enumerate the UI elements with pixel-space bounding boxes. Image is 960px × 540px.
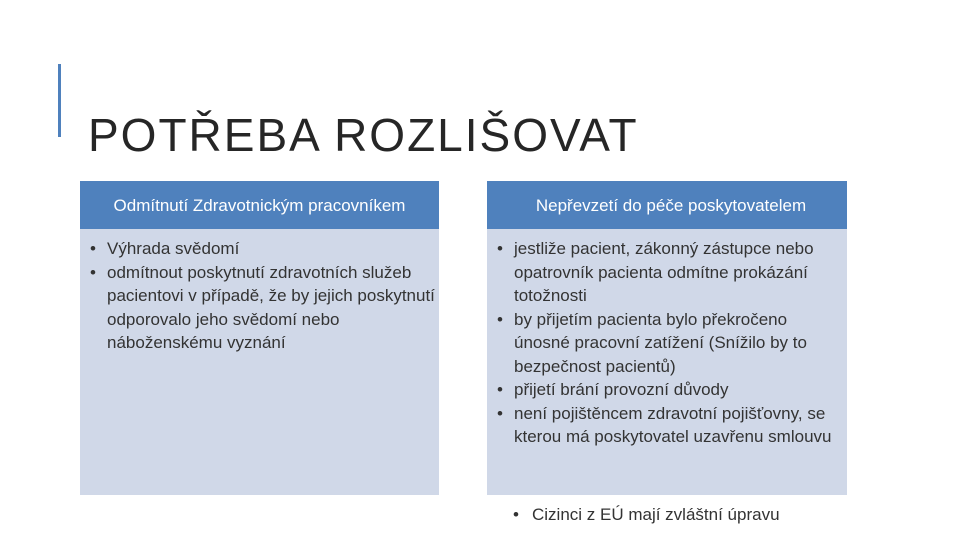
list-item: • jestliže pacient, zákonný zástupce nebo opatrovník pacienta odmítne prokázání totožnosti [495,237,843,308]
left-column [80,181,439,495]
bullet-glyph: • [513,505,519,524]
left-bullet-list [88,237,435,355]
list-item: • by přijetím pacienta bylo překročeno únosné pracovní zatížení (Snížilo by to bezpečnost pacientů) [495,308,843,379]
list-item: • odmítnout poskytnutí zdravotních služeb pacientovi v případě, že by jejich poskytnutí odporovalo jeho svědomí nebo náboženskému vyznání [88,261,435,355]
title-accent-bar [58,64,61,137]
sub-item-text: Cizinci z EÚ mají zvláštní úpravu [532,505,780,524]
list-item: • není pojištěncem zdravotní pojišťovny, se kterou má poskytovatel uzavřenu smlouvu [495,402,843,449]
right-sub-bullet [505,503,805,540]
slide-title: POTŘEBA ROZLIŠOVAT [88,108,639,161]
right-column [487,181,847,495]
list-item: • Výhrada svědomí [88,237,435,261]
right-bullet-list [495,237,843,449]
list-item: • přijetí brání provozní důvody [495,378,843,402]
right-column-header: Nepřevzetí do péče poskytovatelem [487,181,847,229]
left-column-header: Odmítnutí Zdravotnickým pracovníkem [80,181,439,229]
